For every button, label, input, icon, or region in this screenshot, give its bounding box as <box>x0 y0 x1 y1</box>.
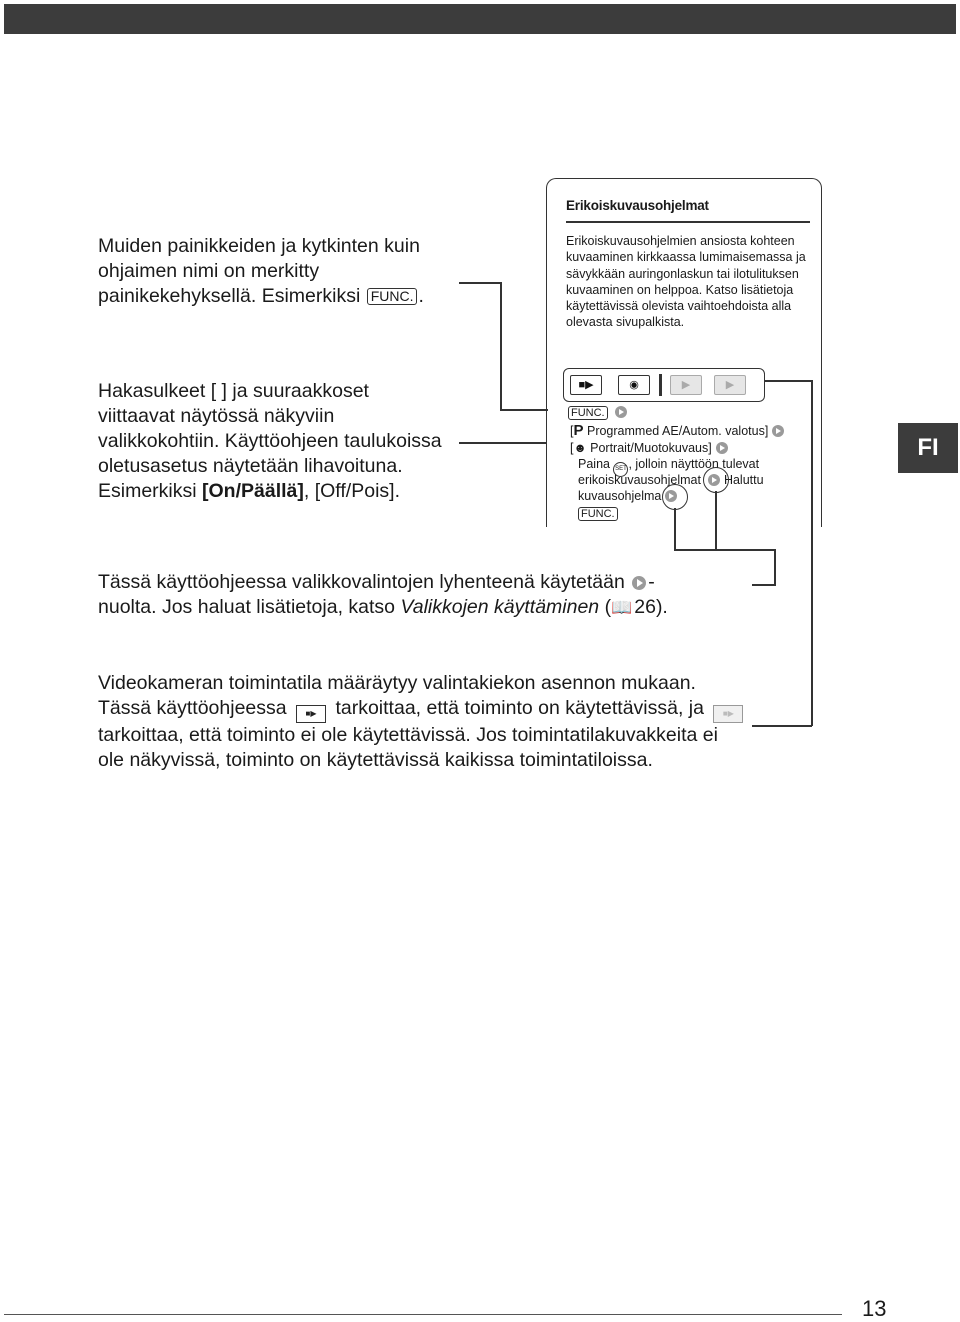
leader-line <box>715 491 717 550</box>
language-tab: FI <box>898 423 958 473</box>
menu-arrow-note: Tässä käyttöohjeessa valikkovalintojen lyhenteenä käytetään - nuolta. Jos haluat lisätietoja, katso Valikkojen käyttäminen (📖 26). <box>98 571 668 618</box>
movie-camera-inactive-icon <box>713 705 743 723</box>
sidebar-title: Erikoiskuvausohjelmat <box>566 198 709 213</box>
menu-line-3: Paina SET , jolloin näyttöön tulevat <box>578 456 759 477</box>
movie-playback-icon: ▶ <box>670 375 702 395</box>
callout-circle <box>703 467 729 493</box>
leader-line <box>752 584 776 586</box>
func-key-icon: FUNC. <box>568 406 608 420</box>
footer-rule <box>4 1314 842 1315</box>
reference-page: 26). <box>634 596 668 618</box>
leader-line <box>459 282 501 284</box>
portrait-icon: ☻ <box>573 441 587 455</box>
photo-playback-icon: ▶ <box>714 375 746 395</box>
mode-divider <box>659 374 662 396</box>
example-label: Esimerkiksi <box>261 285 361 307</box>
default-setting-example: [On/Päällä] <box>202 480 304 502</box>
menu-line-4: erikoiskuvausohjelmat Haluttu <box>578 473 764 487</box>
operating-mode-note: Videokameran toimintatila määräytyy valintakiekon asennon mukaan. Tässä käyttöohjeessa ■▶ tarkoittaa, että toiminto on käytettävissä, ja ■▶ tarkoittaa, että toiminto ei ole käytettävissä. Jos toimintatilakuvakkeita ei ole näkyvissä, toiminto on käytettävissä kaikissa toimintatiloissa. <box>98 671 748 773</box>
menu-arrow-icon <box>716 442 728 454</box>
callout-circle <box>662 484 688 510</box>
menu-func-end <box>578 505 618 521</box>
sidebar-text: Erikoiskuvausohjelmien ansiosta kohteen kuvaaminen kirkkaassa lumimaisemassa ja sävykkään auringonlaskun tai ilotulituksen kuvaaminen on helppoa. Katso lisätietoja käytettävissä olevista vaihtoehdoista alla olevasta sivupalkista. <box>566 234 806 330</box>
menu-line-1: [P Programmed AE/Autom. valotus] <box>570 423 784 439</box>
sidebar-title-rule <box>566 221 810 223</box>
leader-line <box>500 282 502 410</box>
set-button-icon: SET <box>613 462 628 477</box>
leader-line <box>752 725 812 727</box>
movie-camera-icon <box>296 705 326 723</box>
leader-line <box>500 409 548 411</box>
leader-line <box>774 549 776 585</box>
leader-line <box>459 442 547 444</box>
menu-arrow-icon <box>632 576 646 590</box>
book-icon: 📖 <box>611 598 633 617</box>
header-bar <box>4 4 956 34</box>
program-p-icon: P <box>573 422 584 439</box>
page-number: 13 <box>862 1296 887 1321</box>
example-label: Esimerkiksi <box>98 480 197 502</box>
photo-camera-icon: ◉ <box>618 375 650 395</box>
other-setting-example: , [Off/Pois]. <box>303 480 400 502</box>
button-frame-note: Muiden painikkeiden ja kytkinten kuin ohjaimen nimi on merkitty painikekehyksellä. Esimerkiksi FUNC. . <box>98 235 424 307</box>
menu-arrow-icon <box>772 425 784 437</box>
mode-icon-bar <box>563 368 765 402</box>
leader-line <box>674 508 676 550</box>
menu-line-2: [☻ Portrait/Muotokuvaus] <box>570 440 728 456</box>
menu-line-5: kuvausohjelma <box>578 488 677 504</box>
leader-line <box>765 380 812 382</box>
leader-line <box>811 380 813 726</box>
reference-link[interactable]: Valikkojen käyttäminen <box>400 596 600 618</box>
brackets-text: Hakasulkeet [ ] ja suuraakkoset viittaavat näytössä näkyviin valikkokohtiin. Käyttöohjeen taulukoissa oletusasetus näytetään lihavoituna. <box>98 380 442 477</box>
func-key-icon: FUNC. <box>367 288 418 305</box>
leader-line <box>674 549 775 551</box>
menu-func-line <box>568 404 627 420</box>
button-frame-text: Muiden painikkeiden ja kytkinten kuin ohjaimen nimi on merkitty painikekehyksellä. <box>98 235 420 307</box>
movie-camera-icon: ■▶ <box>570 375 602 395</box>
brackets-note <box>98 379 448 504</box>
menu-arrow-icon <box>615 406 627 418</box>
func-key-icon: FUNC. <box>578 507 618 521</box>
